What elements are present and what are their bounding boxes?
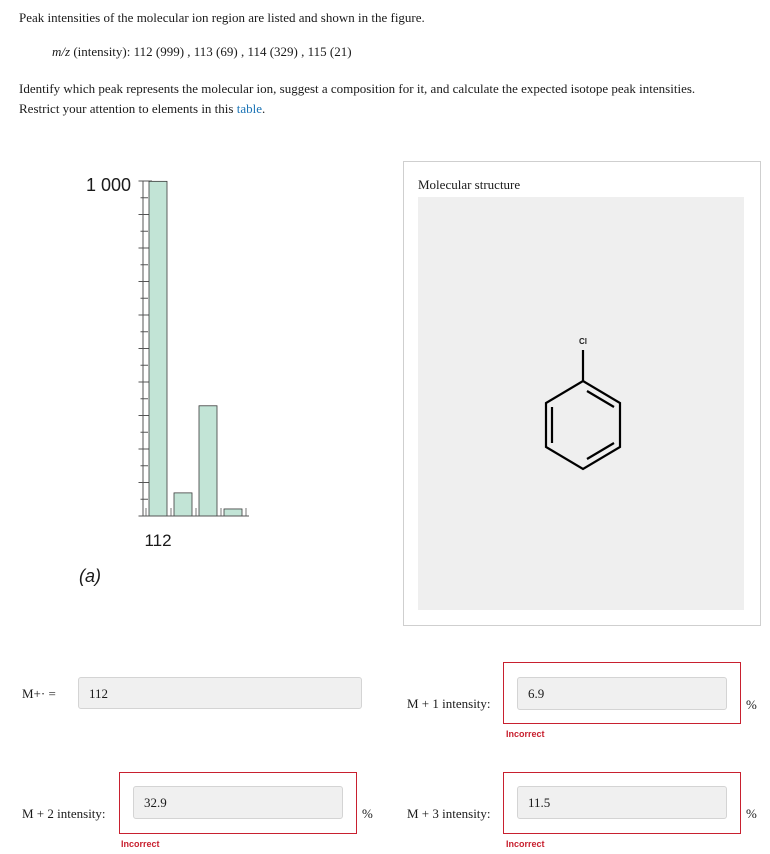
m-plus-3-status: Incorrect: [506, 839, 545, 849]
question-text: [19, 79, 719, 119]
bar-mz-112: [149, 181, 167, 516]
molecular-ion-input[interactable]: 112: [78, 677, 362, 709]
structure-canvas[interactable]: [418, 197, 744, 610]
m-plus-1-input[interactable]: 6.9: [517, 677, 727, 710]
m-plus-1-label: M + 1 intensity:: [407, 696, 491, 711]
molecular-ion-label: M+· =: [22, 686, 56, 701]
structure-panel: [403, 161, 761, 626]
panel-label: (a): [79, 566, 101, 586]
mz-values: (intensity): 112 (999) , 113 (69) , 114 (329) , 115 (21): [70, 44, 352, 59]
m-plus-3-input[interactable]: 11.5: [517, 786, 727, 819]
y-tick-label: 1 000: [85, 175, 131, 195]
question-body: Identify which peak represents the molecular ion, suggest a composition for it, and calculate the expected isotope peak intensities. Restrict your attention to elements in this: [19, 81, 696, 116]
bars-group: [149, 181, 242, 516]
m-plus-1-status: Incorrect: [506, 729, 545, 739]
mz-data-line: [52, 42, 352, 62]
question-end: .: [261, 101, 266, 116]
bar-mz-113: [174, 493, 192, 516]
m-plus-2-label: M + 2 intensity:: [22, 806, 106, 821]
bar-mz-114: [199, 406, 217, 516]
chlorine-atom-label: Cl: [579, 337, 587, 346]
x-tick-label: 112: [144, 531, 172, 550]
m-plus-2-unit: %: [362, 806, 373, 821]
benzene-ring: [546, 350, 620, 469]
mz-label: m/z: [52, 44, 71, 59]
m-plus-1-unit: %: [746, 697, 757, 712]
intro-text: Peak intensities of the molecular ion region are listed and shown in the figure.: [19, 10, 425, 25]
m-plus-3-label: M + 3 intensity:: [407, 806, 491, 821]
mass-spectrum-chart: [60, 160, 280, 600]
structure-title: Molecular structure: [418, 177, 521, 192]
m-plus-2-input[interactable]: 32.9: [133, 786, 343, 819]
chlorobenzene-structure: [418, 197, 744, 610]
m-plus-3-unit: %: [746, 806, 757, 821]
bar-mz-115: [224, 509, 242, 516]
table-link[interactable]: table: [236, 101, 262, 116]
m-plus-2-status: Incorrect: [121, 839, 160, 849]
